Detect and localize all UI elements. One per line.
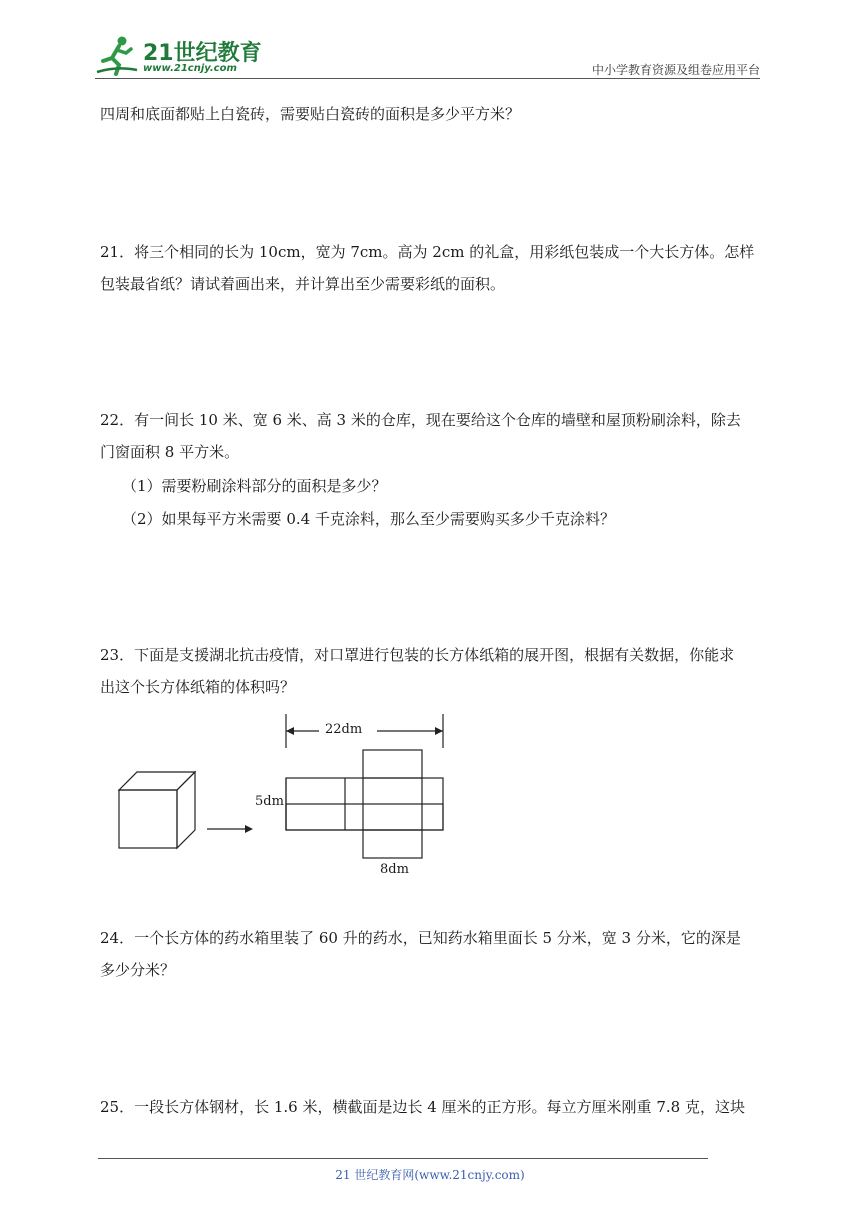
logo-url: www.21cnjy.com xyxy=(143,63,237,74)
q22-sub-2: （2）如果每平方米需要 0.4 千克涂料，那么至少需要购买多少千克涂料？ xyxy=(122,510,615,528)
header-divider xyxy=(95,78,760,79)
label-5dm: 5dm xyxy=(255,794,284,809)
net-top-flap xyxy=(363,750,422,778)
arrow-head xyxy=(245,825,253,833)
cube-top-face xyxy=(119,772,195,790)
dim-arrow-left xyxy=(286,727,294,735)
cube-side-face xyxy=(177,772,195,848)
q22-line-2: 门窗面积 8 平方米。 xyxy=(100,443,240,461)
box-net-figure xyxy=(115,712,455,887)
box-net-diagram xyxy=(115,712,455,887)
q24-line-2: 多少分米？ xyxy=(100,961,176,979)
q20-tail-text: 四周和底面都贴上白瓷砖，需要贴白瓷砖的面积是多少平方米？ xyxy=(100,105,521,123)
q25-line-1: 25．一段长方体钢材，长 1.6 米，横截面是边长 4 厘米的正方形。每立方厘米刚重 7.8 克，这块 xyxy=(100,1098,745,1116)
label-8dm: 8dm xyxy=(380,862,409,877)
q22-sub-1: （1）需要粉刷涂料部分的面积是多少？ xyxy=(122,477,387,495)
q23-line-2: 出这个长方体纸箱的体积吗？ xyxy=(100,678,296,696)
logo-brand-name: 21世纪教育 xyxy=(143,41,262,66)
platform-title: 中小学教育资源及组卷应用平台 xyxy=(591,63,760,77)
page-header xyxy=(95,30,760,80)
cube-front-face xyxy=(119,790,177,848)
q21-line-1: 21．将三个相同的长为 10cm，宽为 7cm。高为 2cm 的礼盒，用彩纸包装成一个大长方体。怎样 xyxy=(100,243,755,261)
q23-line-1: 23．下面是支援湖北抗击疫情，对口罩进行包装的长方体纸箱的展开图，根据有关数据，你能求 xyxy=(100,646,735,664)
site-logo[interactable] xyxy=(95,34,275,80)
net-bottom-flap xyxy=(363,830,422,858)
footer-divider xyxy=(98,1158,708,1159)
q22-line-1: 22．有一间长 10 米、宽 6 米、高 3 米的仓库，现在要给这个仓库的墙壁和屋顶粉刷涂料，除去 xyxy=(100,411,741,429)
footer-link[interactable]: 21 世纪教育网(www.21cnjy.com) xyxy=(335,1168,525,1182)
net-middle-strip xyxy=(286,804,443,830)
dim-arrow-right xyxy=(435,727,443,735)
q21-line-2: 包装最省纸？请试着画出来，并计算出至少需要彩纸的面积。 xyxy=(100,275,506,293)
q24-line-1: 24．一个长方体的药水箱里装了 60 升的药水，已知药水箱里面长 5 分米，宽 3 分米，它的深是 xyxy=(100,929,741,947)
label-22dm: 22dm xyxy=(325,722,363,737)
running-figure-icon xyxy=(95,34,139,78)
